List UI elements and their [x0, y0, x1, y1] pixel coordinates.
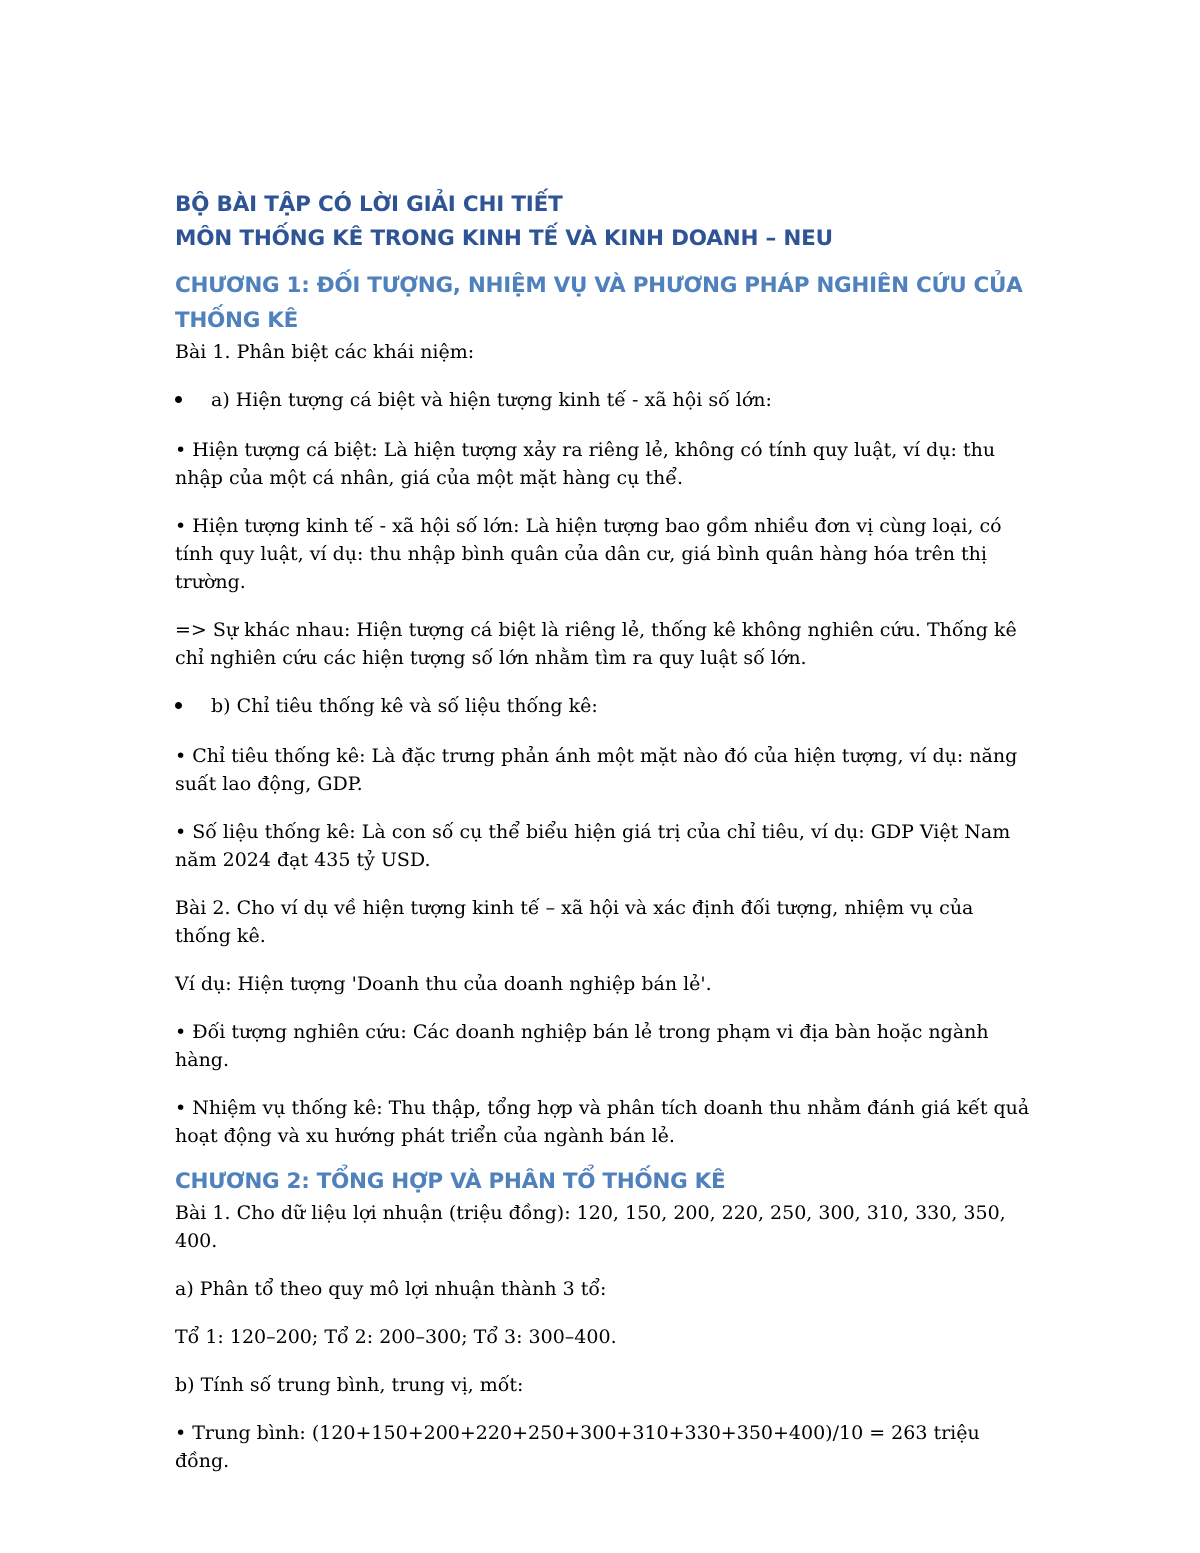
- document-title-line-1: BỘ BÀI TẬP CÓ LỜI GIẢI CHI TIẾT: [175, 192, 563, 217]
- paragraph-a-3: => Sự khác nhau: Hiện tượng cá biệt là riêng lẻ, thống kê không nghiên cứu. Thống kê chỉ nghiên cứu các hiện tượng số lớn nhằm tìm ra quy luật số lớn.: [175, 619, 1017, 669]
- bullet-item-a: [175, 386, 1035, 414]
- chapter-2-mean: • Trung bình: (120+150+200+220+250+300+310+330+350+400)/10 = 263 triệu đồng.: [175, 1422, 980, 1472]
- bullet-dot-icon: [175, 702, 182, 709]
- bullet-item-b-text: b) Chỉ tiêu thống kê và số liệu thống kê:: [211, 695, 598, 717]
- chapter-1-exercise-2: Bài 2. Cho ví dụ về hiện tượng kinh tế – xã hội và xác định đối tượng, nhiệm vụ của thống kê.: [175, 897, 974, 947]
- exercise-2-example: Ví dụ: Hiện tượng 'Doanh thu của doanh nghiệp bán lẻ'.: [175, 973, 712, 995]
- bullet-item-b: [175, 692, 1035, 720]
- chapter-2-part-a: a) Phân tổ theo quy mô lợi nhuận thành 3 tổ:: [175, 1278, 607, 1300]
- chapter-2-exercise-1: Bài 1. Cho dữ liệu lợi nhuận (triệu đồng): 120, 150, 200, 220, 250, 300, 310, 330, 350, 400.: [175, 1202, 1006, 1252]
- bullet-item-a-text: a) Hiện tượng cá biệt và hiện tượng kinh tế - xã hội số lớn:: [211, 389, 772, 411]
- bullet-dot-icon: [175, 396, 182, 403]
- chapter-1-heading: CHƯƠNG 1: ĐỐI TƯỢNG, NHIỆM VỤ VÀ PHƯƠNG PHÁP NGHIÊN CỨU CỦA THỐNG KÊ: [175, 273, 1023, 333]
- exercise-2-object: • Đối tượng nghiên cứu: Các doanh nghiệp bán lẻ trong phạm vi địa bàn hoặc ngành hàng.: [175, 1021, 989, 1071]
- chapter-2-heading: CHƯƠNG 2: TỔNG HỢP VÀ PHÂN TỔ THỐNG KÊ: [175, 1169, 726, 1194]
- document-title-line-2: MÔN THỐNG KÊ TRONG KINH TẾ VÀ KINH DOANH – NEU: [175, 226, 833, 251]
- paragraph-a-2: • Hiện tượng kinh tế - xã hội số lớn: Là hiện tượng bao gồm nhiều đơn vị cùng loại, có tính quy luật, ví dụ: thu nhập bình quân của dân cư, giá bình quân hàng hóa trên thị trường.: [175, 515, 1002, 593]
- document-body: [175, 188, 1035, 1491]
- chapter-2-part-b: b) Tính số trung bình, trung vị, mốt:: [175, 1374, 524, 1396]
- chapter-2-groups: Tổ 1: 120–200; Tổ 2: 200–300; Tổ 3: 300–400.: [175, 1326, 617, 1348]
- paragraph-b-2: • Số liệu thống kê: Là con số cụ thể biểu hiện giá trị của chỉ tiêu, ví dụ: GDP Việt Nam năm 2024 đạt 435 tỷ USD.: [175, 821, 1011, 871]
- chapter-1-exercise-1: Bài 1. Phân biệt các khái niệm:: [175, 341, 475, 363]
- paragraph-b-1: • Chỉ tiêu thống kê: Là đặc trưng phản ánh một mặt nào đó của hiện tượng, ví dụ: năng suất lao động, GDP.: [175, 745, 1018, 795]
- exercise-2-task: • Nhiệm vụ thống kê: Thu thập, tổng hợp và phân tích doanh thu nhằm đánh giá kết quả hoạt động và xu hướng phát triển của ngành bán lẻ.: [175, 1097, 1030, 1147]
- paragraph-a-1: • Hiện tượng cá biệt: Là hiện tượng xảy ra riêng lẻ, không có tính quy luật, ví dụ: thu nhập của một cá nhân, giá của một mặt hàng cụ thể.: [175, 439, 996, 489]
